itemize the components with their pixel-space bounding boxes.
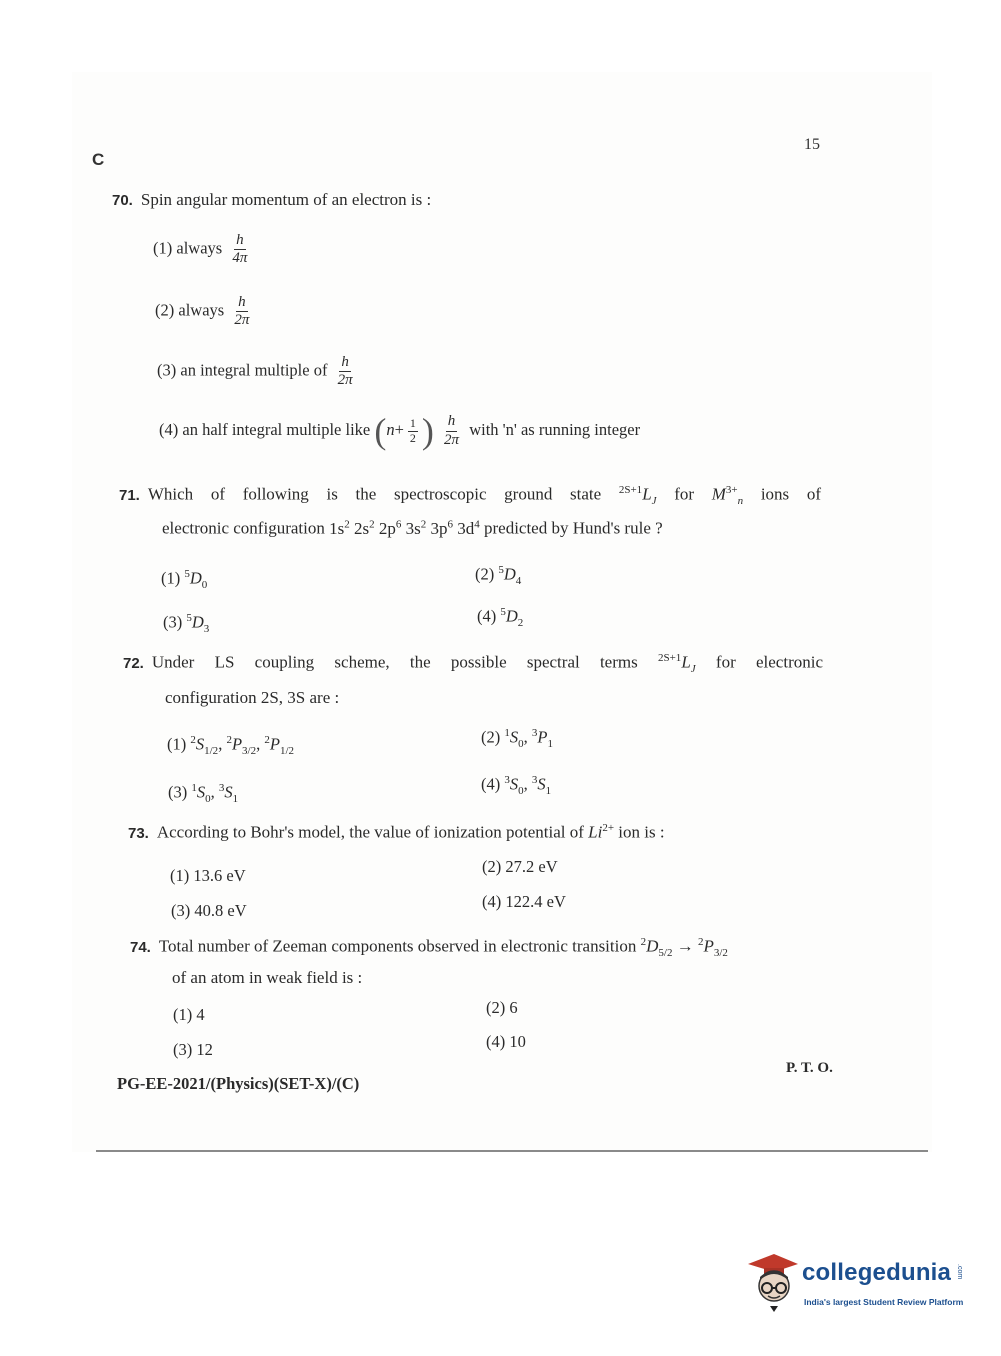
pto-label: P. T. O.: [786, 1060, 833, 1076]
q73-option-2: (2) 27.2 eV: [482, 857, 558, 876]
config-suffix: predicted by Hund's rule ?: [483, 518, 663, 538]
q73-option-4: (4) 122.4 eV: [482, 892, 566, 911]
q70-option-4: [159, 410, 640, 452]
left-paren: (: [374, 411, 387, 451]
q71-option-1: (1) $^5D_0$: [161, 568, 208, 591]
q70-option-3: [157, 354, 359, 390]
set-code: C: [92, 150, 105, 169]
q71-option-3: (3) $^5D_3$: [163, 612, 210, 635]
ions-of-text: ions of: [760, 484, 822, 504]
page-number: 15: [804, 136, 820, 153]
collegedunia-logo: [744, 1250, 969, 1320]
question-73: [128, 822, 665, 843]
q74-option-4: (4) 10: [486, 1032, 526, 1051]
question-number: 74.: [130, 938, 151, 956]
fraction: $\frac{h}{2\pi}$: [234, 294, 250, 329]
q74-option-1: (1) 4: [173, 1005, 205, 1024]
option-label: (4) an half integral multiple like: [159, 419, 371, 439]
question-number: 73.: [128, 824, 149, 842]
question-text: Under LS coupling scheme, the possible spectral terms: [151, 652, 638, 672]
q72-option-2: (2) $^1S_0$, $^3P_1$: [481, 727, 553, 750]
ion-index: n: [737, 495, 744, 508]
ion-charge: 2+: [602, 822, 615, 834]
electron-configuration: $1s^2$ $2s^2$ $2p^6$ $3s^2$ $3p^6$ $3d^4$: [329, 518, 480, 538]
question-70: [112, 190, 431, 210]
option-label: (2) always: [155, 300, 225, 320]
q72-line2: configuration 2S, 3S are :: [165, 688, 340, 707]
q71-line2: [162, 518, 663, 539]
q74-option-2: (2) 6: [486, 998, 518, 1017]
fraction: $\frac{h}{2\pi}$: [337, 354, 353, 389]
term-superscript: 2S+1: [657, 652, 682, 664]
right-paren: ): [421, 411, 434, 451]
config-label: electronic configuration: [162, 518, 325, 538]
question-text: Spin angular momentum of an electron is :: [140, 190, 432, 209]
transition-arrow: →: [676, 936, 694, 956]
half-fraction: $\frac{1}{2}$: [409, 415, 416, 445]
q73-option-3: (3) 40.8 eV: [171, 901, 247, 920]
logo-tagline: India's largest Student Review Platform: [804, 1297, 964, 1307]
question-text: According to Bohr's model, the value of ionization potential of: [156, 822, 584, 842]
q72-option-1: (1) $^2S_{1/2}$, $^2P_{3/2}$, $^2P_{1/2}$: [167, 734, 294, 757]
question-text-end: for electronic: [715, 652, 824, 672]
question-74: 74. Total number of Zeeman components observed in electronic transition $^2D_{5/2} \to ^2P_{3/2}$: [130, 936, 728, 960]
question-72: [123, 652, 823, 675]
q71-option-2: (2) $^5D_4$: [475, 564, 522, 587]
term-subscript: J: [651, 495, 657, 508]
plus-sign: +: [394, 419, 404, 439]
paper-code: PG-EE-2021/(Physics)(SET-X)/(C): [117, 1074, 360, 1093]
page-bottom-rule: [96, 1150, 928, 1152]
question-71: [119, 484, 821, 507]
q72-option-3: (3) $^1S_0$, $^3S_1$: [168, 782, 239, 805]
var-n: n: [386, 419, 395, 439]
term-base: L: [642, 484, 652, 504]
question-number: 71.: [119, 486, 140, 504]
logo-domain: .com: [956, 1264, 963, 1280]
term-subscript: J: [690, 663, 696, 676]
logo-wordmark: collegedunia: [802, 1259, 952, 1286]
fraction: $\frac{h}{4\pi}$: [232, 232, 248, 267]
q72-option-4: (4) $^3S_0$, $^3S_1$: [481, 774, 552, 797]
ion-base: Li: [588, 822, 603, 842]
option-label: (3) an integral multiple of: [157, 360, 328, 380]
q70-option-2: [155, 294, 255, 330]
question-number: 70.: [112, 192, 133, 209]
option-suffix: with 'n' as running integer: [469, 419, 641, 439]
question-text: Total number of Zeeman components observed in electronic transition: [158, 936, 637, 956]
term-superscript: 2S+1: [618, 484, 643, 496]
for-word: for: [674, 484, 695, 504]
q74-line2: of an atom in weak field is :: [172, 968, 363, 987]
ion-base: M: [711, 484, 726, 504]
question-text: Which of following is the spectroscopic ground state: [147, 484, 602, 504]
q71-option-4: (4) $^5D_2$: [477, 606, 524, 629]
q73-option-1: (1) 13.6 eV: [170, 866, 246, 885]
question-text-end: ion is :: [618, 822, 665, 842]
student-mascot-icon: [744, 1250, 800, 1314]
q70-option-1: [153, 232, 253, 268]
ion-charge: 3+: [725, 484, 738, 496]
fraction: $\frac{h}{2\pi}$: [444, 413, 460, 448]
option-label: (1) always: [153, 238, 223, 258]
q74-option-3: (3) 12: [173, 1040, 213, 1059]
question-number: 72.: [123, 654, 144, 672]
term-base: L: [681, 652, 691, 672]
